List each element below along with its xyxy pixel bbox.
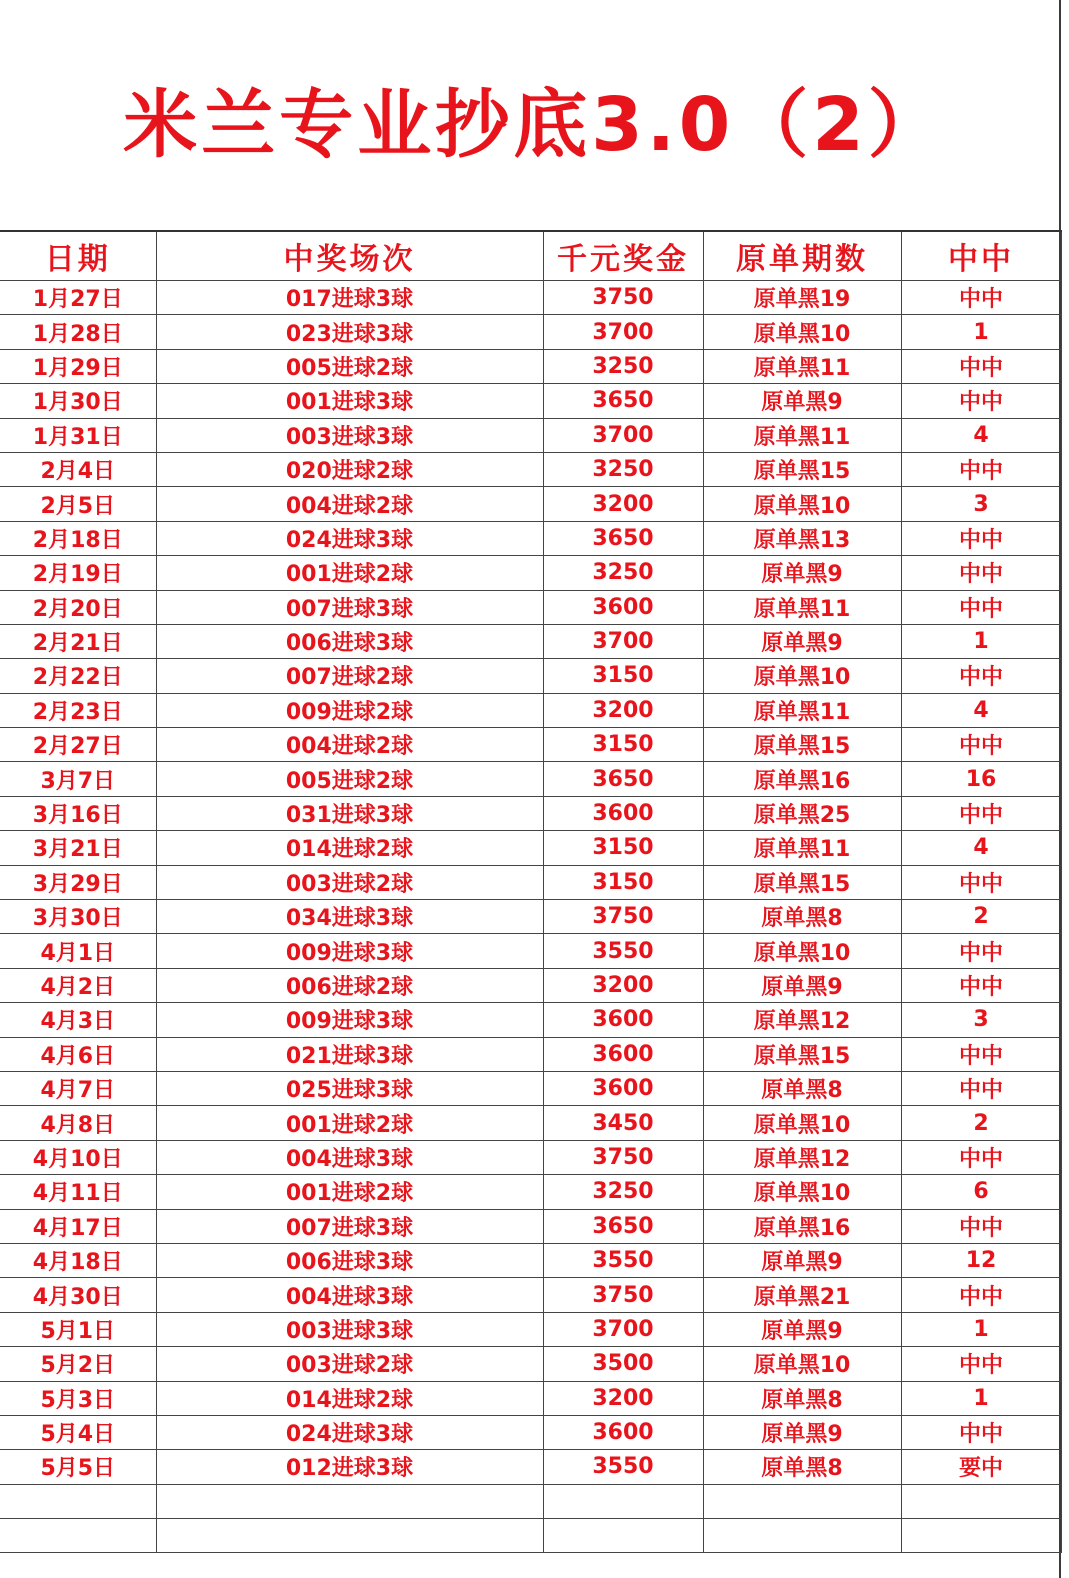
cell-match: 004进球3球	[156, 1278, 543, 1312]
cell-date: 3月16日	[0, 796, 156, 830]
cell-period: 原单黑8	[703, 1071, 901, 1105]
cell-result: 3	[901, 1003, 1061, 1037]
cell-match: 009进球3球	[156, 1003, 543, 1037]
cell-prize: 3650	[543, 521, 703, 555]
table-row	[0, 452, 1061, 486]
table-row	[0, 1071, 1061, 1105]
table-row	[0, 968, 1061, 1002]
cell-prize: 3550	[543, 1243, 703, 1277]
cell-match: 007进球3球	[156, 590, 543, 624]
cell-date: 4月1日	[0, 934, 156, 968]
table-row	[0, 418, 1061, 452]
cell-period: 原单黑10	[703, 659, 901, 693]
cell-prize: 3600	[543, 590, 703, 624]
cell-period: 原单黑12	[703, 1003, 901, 1037]
empty-cell	[901, 1484, 1061, 1518]
cell-period: 原单黑15	[703, 728, 901, 762]
results-table	[0, 230, 1062, 1553]
cell-period: 原单黑10	[703, 934, 901, 968]
cell-prize: 3550	[543, 1450, 703, 1484]
cell-date: 3月29日	[0, 865, 156, 899]
cell-period: 原单黑21	[703, 1278, 901, 1312]
cell-match: 012进球3球	[156, 1450, 543, 1484]
cell-period: 原单黑15	[703, 452, 901, 486]
cell-result: 1	[901, 315, 1061, 349]
cell-date: 4月3日	[0, 1003, 156, 1037]
cell-result: 1	[901, 1312, 1061, 1346]
cell-result: 中中	[901, 1140, 1061, 1174]
table-row	[0, 1278, 1061, 1312]
table-row	[0, 900, 1061, 934]
cell-result: 中中	[901, 556, 1061, 590]
cell-result: 中中	[901, 659, 1061, 693]
cell-period: 原单黑9	[703, 624, 901, 658]
cell-match: 001进球2球	[156, 1175, 543, 1209]
cell-match: 024进球3球	[156, 1415, 543, 1449]
cell-date: 5月3日	[0, 1381, 156, 1415]
cell-prize: 3650	[543, 1209, 703, 1243]
cell-prize: 3650	[543, 384, 703, 418]
cell-prize: 3750	[543, 1278, 703, 1312]
table-row	[0, 762, 1061, 796]
empty-cell	[156, 1484, 543, 1518]
cell-date: 4月30日	[0, 1278, 156, 1312]
cell-date: 1月31日	[0, 418, 156, 452]
cell-match: 034进球3球	[156, 900, 543, 934]
cell-prize: 3750	[543, 1140, 703, 1174]
cell-match: 006进球3球	[156, 624, 543, 658]
cell-prize: 3750	[543, 281, 703, 315]
table-row	[0, 1312, 1061, 1346]
empty-cell	[0, 1484, 156, 1518]
cell-prize: 3450	[543, 1106, 703, 1140]
cell-result: 3	[901, 487, 1061, 521]
cell-prize: 3250	[543, 349, 703, 383]
cell-date: 2月27日	[0, 728, 156, 762]
table-row	[0, 1243, 1061, 1277]
cell-prize: 3500	[543, 1347, 703, 1381]
cell-period: 原单黑9	[703, 1243, 901, 1277]
table-row	[0, 1347, 1061, 1381]
cell-period: 原单黑11	[703, 349, 901, 383]
cell-match: 014进球2球	[156, 1381, 543, 1415]
cell-prize: 3200	[543, 1381, 703, 1415]
table-row	[0, 624, 1061, 658]
cell-match: 025进球3球	[156, 1071, 543, 1105]
header-match: 中奖场次	[156, 231, 543, 281]
table-row	[0, 1450, 1061, 1484]
cell-prize: 3150	[543, 865, 703, 899]
empty-cell	[703, 1484, 901, 1518]
cell-result: 6	[901, 1175, 1061, 1209]
cell-match: 006进球2球	[156, 968, 543, 1002]
cell-prize: 3250	[543, 452, 703, 486]
cell-prize: 3600	[543, 1003, 703, 1037]
cell-prize: 3600	[543, 1071, 703, 1105]
cell-prize: 3650	[543, 762, 703, 796]
cell-result: 中中	[901, 1037, 1061, 1071]
cell-prize: 3600	[543, 1037, 703, 1071]
cell-result: 中中	[901, 1071, 1061, 1105]
cell-match: 020进球2球	[156, 452, 543, 486]
table-row	[0, 349, 1061, 383]
cell-prize: 3700	[543, 418, 703, 452]
table-row	[0, 281, 1061, 315]
cell-date: 4月6日	[0, 1037, 156, 1071]
cell-result: 中中	[901, 796, 1061, 830]
cell-date: 4月10日	[0, 1140, 156, 1174]
cell-date: 2月5日	[0, 487, 156, 521]
header-period: 原单期数	[703, 231, 901, 281]
cell-prize: 3150	[543, 728, 703, 762]
cell-date: 3月30日	[0, 900, 156, 934]
cell-prize: 3250	[543, 556, 703, 590]
cell-period: 原单黑19	[703, 281, 901, 315]
cell-result: 中中	[901, 349, 1061, 383]
cell-period: 原单黑11	[703, 418, 901, 452]
cell-match: 007进球3球	[156, 1209, 543, 1243]
cell-period: 原单黑10	[703, 487, 901, 521]
cell-date: 2月21日	[0, 624, 156, 658]
table-row	[0, 487, 1061, 521]
cell-result: 中中	[901, 934, 1061, 968]
cell-period: 原单黑9	[703, 1415, 901, 1449]
cell-prize: 3700	[543, 1312, 703, 1346]
cell-date: 2月19日	[0, 556, 156, 590]
cell-period: 原单黑11	[703, 590, 901, 624]
cell-period: 原单黑11	[703, 831, 901, 865]
cell-date: 1月29日	[0, 349, 156, 383]
table-row	[0, 1140, 1061, 1174]
cell-match: 003进球3球	[156, 1312, 543, 1346]
cell-period: 原单黑8	[703, 900, 901, 934]
cell-prize: 3700	[543, 624, 703, 658]
cell-period: 原单黑10	[703, 1347, 901, 1381]
cell-period: 原单黑10	[703, 1175, 901, 1209]
cell-result: 中中	[901, 452, 1061, 486]
cell-date: 2月23日	[0, 693, 156, 727]
table-row	[0, 728, 1061, 762]
cell-result: 中中	[901, 1347, 1061, 1381]
cell-match: 001进球2球	[156, 556, 543, 590]
cell-period: 原单黑8	[703, 1381, 901, 1415]
cell-period: 原单黑16	[703, 762, 901, 796]
cell-result: 2	[901, 900, 1061, 934]
cell-date: 5月2日	[0, 1347, 156, 1381]
header-row	[0, 231, 1061, 281]
table-body	[0, 281, 1061, 1553]
cell-match: 009进球2球	[156, 693, 543, 727]
empty-cell	[0, 1519, 156, 1553]
cell-period: 原单黑25	[703, 796, 901, 830]
cell-result: 1	[901, 1381, 1061, 1415]
cell-match: 004进球3球	[156, 1140, 543, 1174]
cell-date: 2月4日	[0, 452, 156, 486]
table-row	[0, 1415, 1061, 1449]
cell-prize: 3150	[543, 831, 703, 865]
cell-result: 中中	[901, 1415, 1061, 1449]
cell-result: 中中	[901, 865, 1061, 899]
cell-match: 014进球2球	[156, 831, 543, 865]
table-row	[0, 315, 1061, 349]
cell-period: 原单黑15	[703, 1037, 901, 1071]
table-row	[0, 934, 1061, 968]
cell-result: 中中	[901, 590, 1061, 624]
table-row	[0, 693, 1061, 727]
cell-match: 007进球2球	[156, 659, 543, 693]
header-result: 中中	[901, 231, 1061, 281]
table-row	[0, 659, 1061, 693]
table-row	[0, 1106, 1061, 1140]
cell-result: 中中	[901, 1209, 1061, 1243]
cell-match: 001进球2球	[156, 1106, 543, 1140]
table-row	[0, 796, 1061, 830]
cell-match: 024进球3球	[156, 521, 543, 555]
cell-date: 4月11日	[0, 1175, 156, 1209]
cell-date: 4月8日	[0, 1106, 156, 1140]
cell-match: 005进球2球	[156, 349, 543, 383]
cell-period: 原单黑12	[703, 1140, 901, 1174]
cell-prize: 3200	[543, 487, 703, 521]
table-row	[0, 1381, 1061, 1415]
cell-match: 003进球2球	[156, 865, 543, 899]
cell-result: 中中	[901, 728, 1061, 762]
cell-period: 原单黑11	[703, 693, 901, 727]
cell-period: 原单黑9	[703, 556, 901, 590]
cell-match: 003进球3球	[156, 418, 543, 452]
cell-date: 2月22日	[0, 659, 156, 693]
cell-date: 1月28日	[0, 315, 156, 349]
cell-match: 009进球3球	[156, 934, 543, 968]
empty-cell	[703, 1519, 901, 1553]
cell-date: 5月5日	[0, 1450, 156, 1484]
cell-period: 原单黑13	[703, 521, 901, 555]
cell-period: 原单黑9	[703, 968, 901, 1002]
cell-date: 2月20日	[0, 590, 156, 624]
cell-date: 3月7日	[0, 762, 156, 796]
cell-prize: 3200	[543, 693, 703, 727]
header-prize: 千元奖金	[543, 231, 703, 281]
cell-date: 3月21日	[0, 831, 156, 865]
table-row	[0, 556, 1061, 590]
cell-result: 中中	[901, 384, 1061, 418]
cell-prize: 3700	[543, 315, 703, 349]
empty-cell	[156, 1519, 543, 1553]
empty-cell	[901, 1519, 1061, 1553]
cell-result: 4	[901, 693, 1061, 727]
cell-prize: 3600	[543, 1415, 703, 1449]
cell-result: 16	[901, 762, 1061, 796]
table-row	[0, 521, 1061, 555]
table-row	[0, 384, 1061, 418]
table-row	[0, 1003, 1061, 1037]
empty-cell	[543, 1484, 703, 1518]
cell-prize: 3150	[543, 659, 703, 693]
cell-result: 中中	[901, 968, 1061, 1002]
cell-match: 003进球2球	[156, 1347, 543, 1381]
cell-result: 1	[901, 624, 1061, 658]
cell-period: 原单黑9	[703, 1312, 901, 1346]
cell-period: 原单黑16	[703, 1209, 901, 1243]
cell-period: 原单黑10	[703, 315, 901, 349]
cell-match: 017进球3球	[156, 281, 543, 315]
header-date: 日期	[0, 231, 156, 281]
cell-period: 原单黑10	[703, 1106, 901, 1140]
cell-match: 006进球3球	[156, 1243, 543, 1277]
table-row	[0, 1175, 1061, 1209]
empty-row	[0, 1484, 1061, 1518]
cell-prize: 3250	[543, 1175, 703, 1209]
cell-period: 原单黑8	[703, 1450, 901, 1484]
cell-prize: 3750	[543, 900, 703, 934]
cell-date: 4月7日	[0, 1071, 156, 1105]
cell-date: 2月18日	[0, 521, 156, 555]
table-row	[0, 1209, 1061, 1243]
cell-prize: 3600	[543, 796, 703, 830]
cell-prize: 3200	[543, 968, 703, 1002]
cell-match: 031进球3球	[156, 796, 543, 830]
cell-result: 中中	[901, 521, 1061, 555]
cell-date: 4月2日	[0, 968, 156, 1002]
cell-result: 要中	[901, 1450, 1061, 1484]
cell-date: 5月1日	[0, 1312, 156, 1346]
empty-cell	[543, 1519, 703, 1553]
cell-match: 004进球2球	[156, 487, 543, 521]
cell-date: 4月17日	[0, 1209, 156, 1243]
cell-match: 023进球3球	[156, 315, 543, 349]
cell-date: 1月27日	[0, 281, 156, 315]
cell-result: 中中	[901, 281, 1061, 315]
cell-match: 021进球3球	[156, 1037, 543, 1071]
cell-result: 4	[901, 831, 1061, 865]
cell-date: 1月30日	[0, 384, 156, 418]
cell-match: 005进球2球	[156, 762, 543, 796]
cell-result: 2	[901, 1106, 1061, 1140]
cell-date: 4月18日	[0, 1243, 156, 1277]
table-row	[0, 865, 1061, 899]
cell-period: 原单黑15	[703, 865, 901, 899]
table-row	[0, 831, 1061, 865]
table-row	[0, 590, 1061, 624]
page-title: 米兰专业抄底3.0（2）	[123, 82, 946, 168]
cell-result: 中中	[901, 1278, 1061, 1312]
cell-period: 原单黑9	[703, 384, 901, 418]
cell-result: 12	[901, 1243, 1061, 1277]
cell-date: 5月4日	[0, 1415, 156, 1449]
cell-match: 001进球3球	[156, 384, 543, 418]
cell-match: 004进球2球	[156, 728, 543, 762]
cell-result: 4	[901, 418, 1061, 452]
cell-prize: 3550	[543, 934, 703, 968]
table-row	[0, 1037, 1061, 1071]
empty-row	[0, 1519, 1061, 1553]
